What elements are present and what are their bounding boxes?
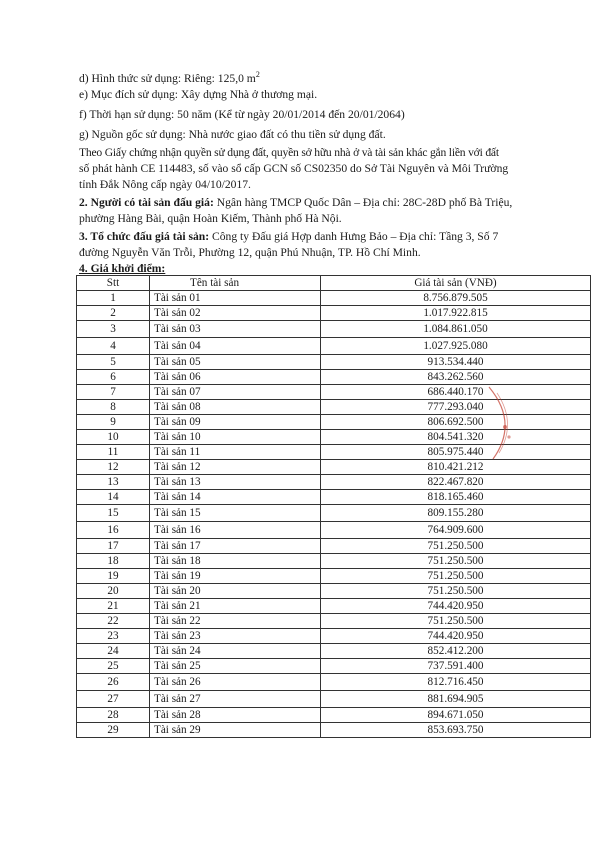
- organizer-line-2: đường Nguyễn Văn Trỗi, Phường 12, quận Phú Nhuận, TP. Hồ Chí Minh.: [79, 246, 421, 259]
- table-row: [77, 723, 591, 738]
- row-stt: 27: [77, 691, 150, 708]
- organizer-line-1: 3. Tổ chức đấu giá tài sản: Công ty Đấu giá Hợp danh Hưng Bảo – Địa chỉ: Tầng 3, Số 7: [79, 230, 499, 243]
- row-asset-name: Tài sản 26: [150, 674, 321, 691]
- red-stamp-seal: [485, 383, 525, 463]
- row-stt: 28: [77, 708, 150, 723]
- row-asset-name: Tài sản 11: [150, 445, 321, 460]
- usage-form-line: d) Hình thức sử dụng: Riêng: 125,0 $m^2$: [79, 70, 260, 85]
- row-stt: 24: [77, 644, 150, 659]
- row-asset-name: Tài sản 04: [150, 338, 321, 355]
- table-row: [77, 539, 591, 554]
- table-row: [77, 475, 591, 490]
- row-stt: 3: [77, 321, 150, 338]
- table-row: [77, 708, 591, 723]
- header-stt: Stt: [77, 276, 150, 291]
- usage-origin-line: g) Nguồn gốc sử dụng: Nhà nước giao đất có thu tiền sử dụng đất.: [79, 128, 386, 141]
- certificate-line-3: tỉnh Đắk Nông cấp ngày 04/10/2017.: [79, 178, 251, 191]
- row-asset-price: 805.975.440: [321, 445, 591, 460]
- row-asset-name: Tài sản 28: [150, 708, 321, 723]
- table-row: [77, 306, 591, 321]
- table-row: [77, 659, 591, 674]
- table-row: [77, 691, 591, 708]
- row-stt: 22: [77, 614, 150, 629]
- row-asset-name: Tài sản 27: [150, 691, 321, 708]
- row-stt: 20: [77, 584, 150, 599]
- row-stt: 13: [77, 475, 150, 490]
- row-asset-price: 737.591.400: [321, 659, 591, 674]
- table-row: [77, 584, 591, 599]
- table-row: [77, 338, 591, 355]
- row-asset-name: Tài sản 13: [150, 475, 321, 490]
- row-asset-name: Tài sản 23: [150, 629, 321, 644]
- table-row: [77, 644, 591, 659]
- organizer-label: 3. Tổ chức đấu giá tài sản:: [79, 230, 210, 243]
- row-asset-price: 818.165.460: [321, 490, 591, 505]
- row-stt: 7: [77, 385, 150, 400]
- row-asset-name: Tài sản 12: [150, 460, 321, 475]
- row-asset-price: 751.250.500: [321, 569, 591, 584]
- row-stt: 2: [77, 306, 150, 321]
- table-row: [77, 569, 591, 584]
- row-asset-name: Tài sản 10: [150, 430, 321, 445]
- row-asset-name: Tài sản 25: [150, 659, 321, 674]
- row-asset-name: Tài sản 19: [150, 569, 321, 584]
- row-asset-price: 8.756.879.505: [321, 291, 591, 306]
- row-asset-name: Tài sản 09: [150, 415, 321, 430]
- table-row: [77, 614, 591, 629]
- row-asset-price: 751.250.500: [321, 539, 591, 554]
- row-asset-price: 744.420.950: [321, 599, 591, 614]
- row-asset-name: Tài sản 07: [150, 385, 321, 400]
- starting-price-table: [76, 275, 591, 738]
- row-asset-name: Tài sản 08: [150, 400, 321, 415]
- row-stt: 12: [77, 460, 150, 475]
- row-asset-name: Tài sản 05: [150, 355, 321, 370]
- usage-purpose-line: e) Mục đích sử dụng: Xây dựng Nhà ở thương mại.: [79, 88, 318, 101]
- row-asset-price: 777.293.040: [321, 400, 591, 415]
- table-header-row: [77, 276, 591, 291]
- row-asset-price: 686.440.170: [321, 385, 591, 400]
- table-row: [77, 674, 591, 691]
- row-stt: 5: [77, 355, 150, 370]
- certificate-line-1: Theo Giấy chứng nhận quyền sử dụng đất, quyền sở hữu nhà ở và tài sản khác gắn liền với đất: [79, 146, 499, 159]
- table-row: [77, 599, 591, 614]
- row-asset-price: 913.534.440: [321, 355, 591, 370]
- certificate-line-2: số phát hành CE 114483, số vào sổ cấp GCN số CS02350 do Sở Tài Nguyên và Môi Trường: [79, 162, 509, 175]
- row-asset-price: 1.017.922.815: [321, 306, 591, 321]
- table-row: [77, 629, 591, 644]
- row-asset-name: Tài sản 18: [150, 554, 321, 569]
- table-row: [77, 490, 591, 505]
- row-asset-name: Tài sản 17: [150, 539, 321, 554]
- row-stt: 19: [77, 569, 150, 584]
- row-asset-name: Tài sản 15: [150, 505, 321, 522]
- row-asset-price: 764.909.600: [321, 522, 591, 539]
- row-asset-name: Tài sản 22: [150, 614, 321, 629]
- row-asset-price: 1.027.925.080: [321, 338, 591, 355]
- row-asset-price: 894.671.050: [321, 708, 591, 723]
- row-stt: 25: [77, 659, 150, 674]
- row-asset-price: 806.692.500: [321, 415, 591, 430]
- row-asset-price: 810.421.212: [321, 460, 591, 475]
- row-asset-price: 812.716.450: [321, 674, 591, 691]
- row-asset-price: 751.250.500: [321, 554, 591, 569]
- row-stt: 16: [77, 522, 150, 539]
- row-stt: 18: [77, 554, 150, 569]
- row-asset-name: Tài sản 21: [150, 599, 321, 614]
- row-stt: 26: [77, 674, 150, 691]
- row-asset-name: Tài sản 01: [150, 291, 321, 306]
- row-asset-price: 822.467.820: [321, 475, 591, 490]
- row-asset-name: Tài sản 03: [150, 321, 321, 338]
- row-stt: 14: [77, 490, 150, 505]
- row-stt: 23: [77, 629, 150, 644]
- row-asset-name: Tài sản 14: [150, 490, 321, 505]
- row-stt: 15: [77, 505, 150, 522]
- table-row: [77, 522, 591, 539]
- row-asset-price: 751.250.500: [321, 614, 591, 629]
- row-stt: 8: [77, 400, 150, 415]
- owner-line-2: phường Hàng Bài, quận Hoàn Kiếm, Thành phố Hà Nội.: [79, 212, 342, 225]
- row-stt: 21: [77, 599, 150, 614]
- row-asset-name: Tài sản 29: [150, 723, 321, 738]
- usage-term-line: f) Thời hạn sử dụng: 50 năm (Kể từ ngày 20/01/2014 đến 20/01/2064): [79, 108, 405, 121]
- row-stt: 6: [77, 370, 150, 385]
- row-asset-price: 1.084.861.050: [321, 321, 591, 338]
- row-stt: 11: [77, 445, 150, 460]
- row-stt: 17: [77, 539, 150, 554]
- header-asset-name: Tên tài sản: [150, 276, 321, 291]
- row-stt: 29: [77, 723, 150, 738]
- row-stt: 1: [77, 291, 150, 306]
- table-row: [77, 291, 591, 306]
- row-stt: 4: [77, 338, 150, 355]
- starting-price-heading: 4. Giá khởi điểm:: [79, 262, 166, 275]
- row-asset-name: Tài sản 16: [150, 522, 321, 539]
- row-asset-price: 751.250.500: [321, 584, 591, 599]
- table-row: [77, 505, 591, 522]
- row-asset-price: 853.693.750: [321, 723, 591, 738]
- row-asset-name: Tài sản 06: [150, 370, 321, 385]
- row-asset-price: 881.694.905: [321, 691, 591, 708]
- table-row: [77, 321, 591, 338]
- owner-line-1: 2. Người có tài sản đấu giá: Ngân hàng TMCP Quốc Dân – Địa chỉ: 28C-28D phố Bà Triệu,: [79, 196, 513, 209]
- row-asset-price: 804.541.320: [321, 430, 591, 445]
- table-row: [77, 355, 591, 370]
- row-asset-name: Tài sản 24: [150, 644, 321, 659]
- row-asset-name: Tài sản 02: [150, 306, 321, 321]
- row-asset-name: Tài sản 20: [150, 584, 321, 599]
- row-stt: 10: [77, 430, 150, 445]
- row-stt: 9: [77, 415, 150, 430]
- header-asset-price: Giá tài sản (VNĐ): [321, 276, 591, 291]
- row-asset-price: 744.420.950: [321, 629, 591, 644]
- row-asset-price: 852.412.200: [321, 644, 591, 659]
- row-asset-price: 843.262.560: [321, 370, 591, 385]
- table-row: [77, 554, 591, 569]
- owner-label: 2. Người có tài sản đấu giá:: [79, 196, 214, 209]
- row-asset-price: 809.155.280: [321, 505, 591, 522]
